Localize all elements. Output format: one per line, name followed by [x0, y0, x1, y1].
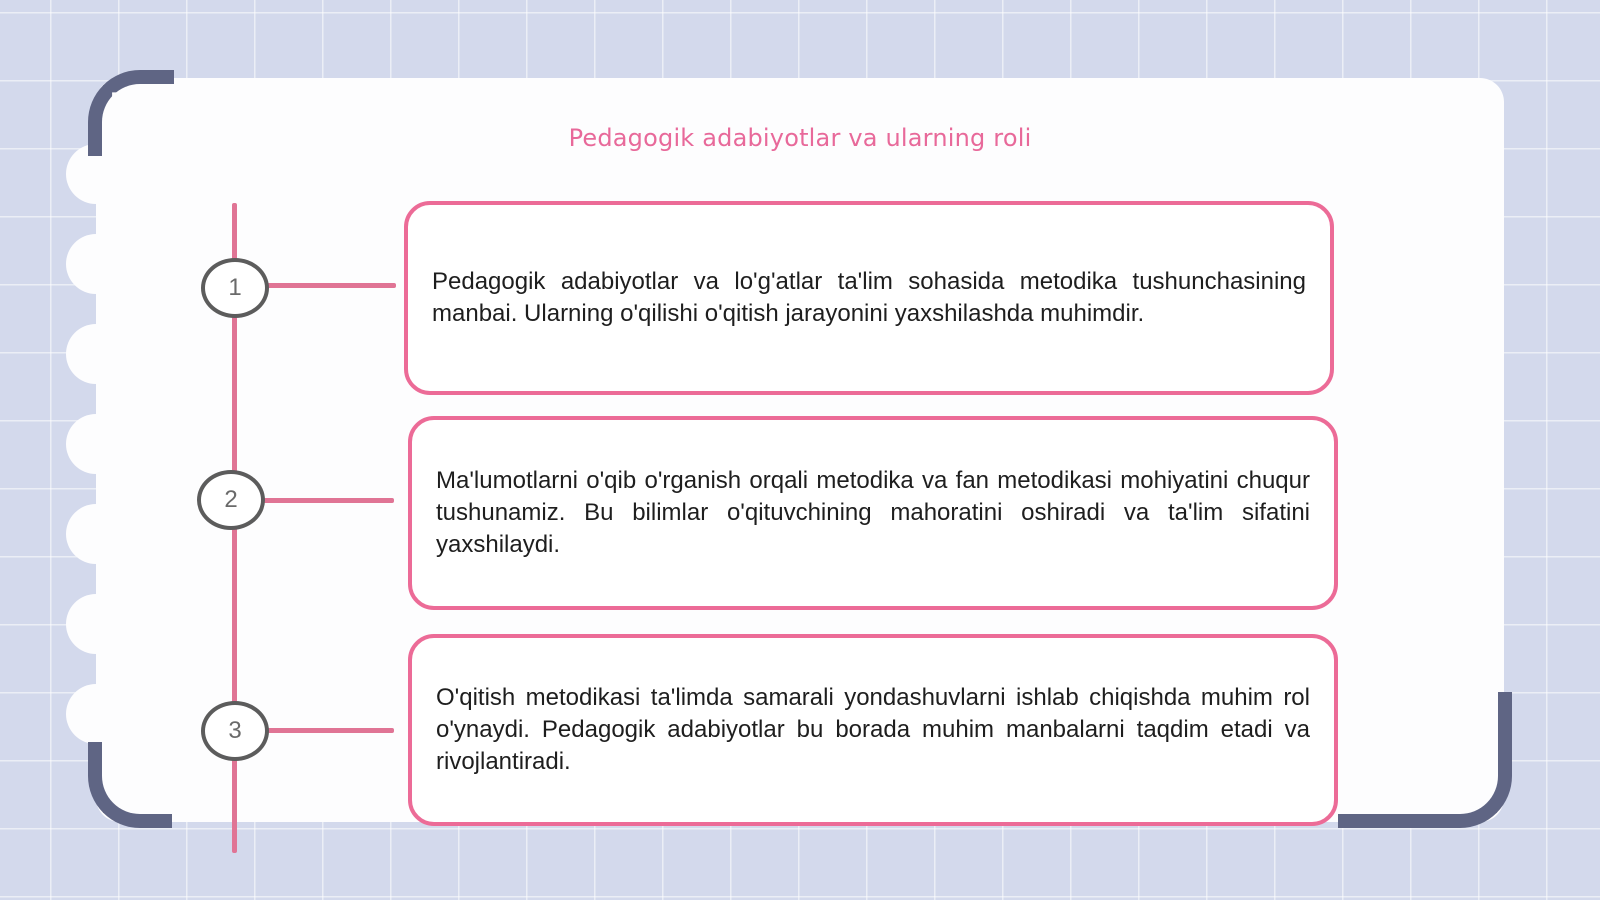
step-number-3: 3: [201, 701, 269, 761]
connector-line-2: [262, 498, 394, 503]
scallop-edge: [66, 504, 126, 564]
frame-corner-bottom-right: [1338, 692, 1512, 828]
step-card-3: [408, 634, 1338, 826]
connector-line-3: [264, 728, 394, 733]
scallop-edge: [66, 594, 126, 654]
slide-title: Pedagogik adabiyotlar va ularning roli: [568, 124, 1032, 152]
step-number-2: 2: [197, 470, 265, 530]
frame-corner-bottom-left: [88, 742, 172, 828]
step-number-1: 1: [201, 258, 269, 318]
step-text-1: Pedagogik adabiyotlar va lo'g'atlar ta'lim sohasida metodika tushunchasining manbai. Ularning o'qilishi o'qitish jarayonini yaxshilashda muhimdir.: [432, 268, 1306, 327]
step-card-1: [404, 201, 1334, 395]
step-text-3: O'qitish metodikasi ta'limda samarali yondashuvlarni ishlab chiqishda muhim rol o'ynaydi. Pedagogik adabiyotlar bu borada muhim manbalarni taqdim etadi va rivojlantiradi.: [436, 684, 1310, 775]
scallop-edge: [66, 684, 126, 744]
step-text-2: Ma'lumotlarni o'qib o'rganish orqali metodika va fan metodikasi mohiyatini chuqur tushunamiz. Bu bilimlar o'qituvchining mahoratini oshiradi va ta'lim sifatini yaxshilaydi.: [436, 467, 1310, 558]
scallop-edge: [66, 234, 126, 294]
scallop-edge: [66, 324, 126, 384]
scallop-edge: [66, 414, 126, 474]
connector-line-1: [264, 283, 396, 288]
step-card-2: [408, 416, 1338, 610]
